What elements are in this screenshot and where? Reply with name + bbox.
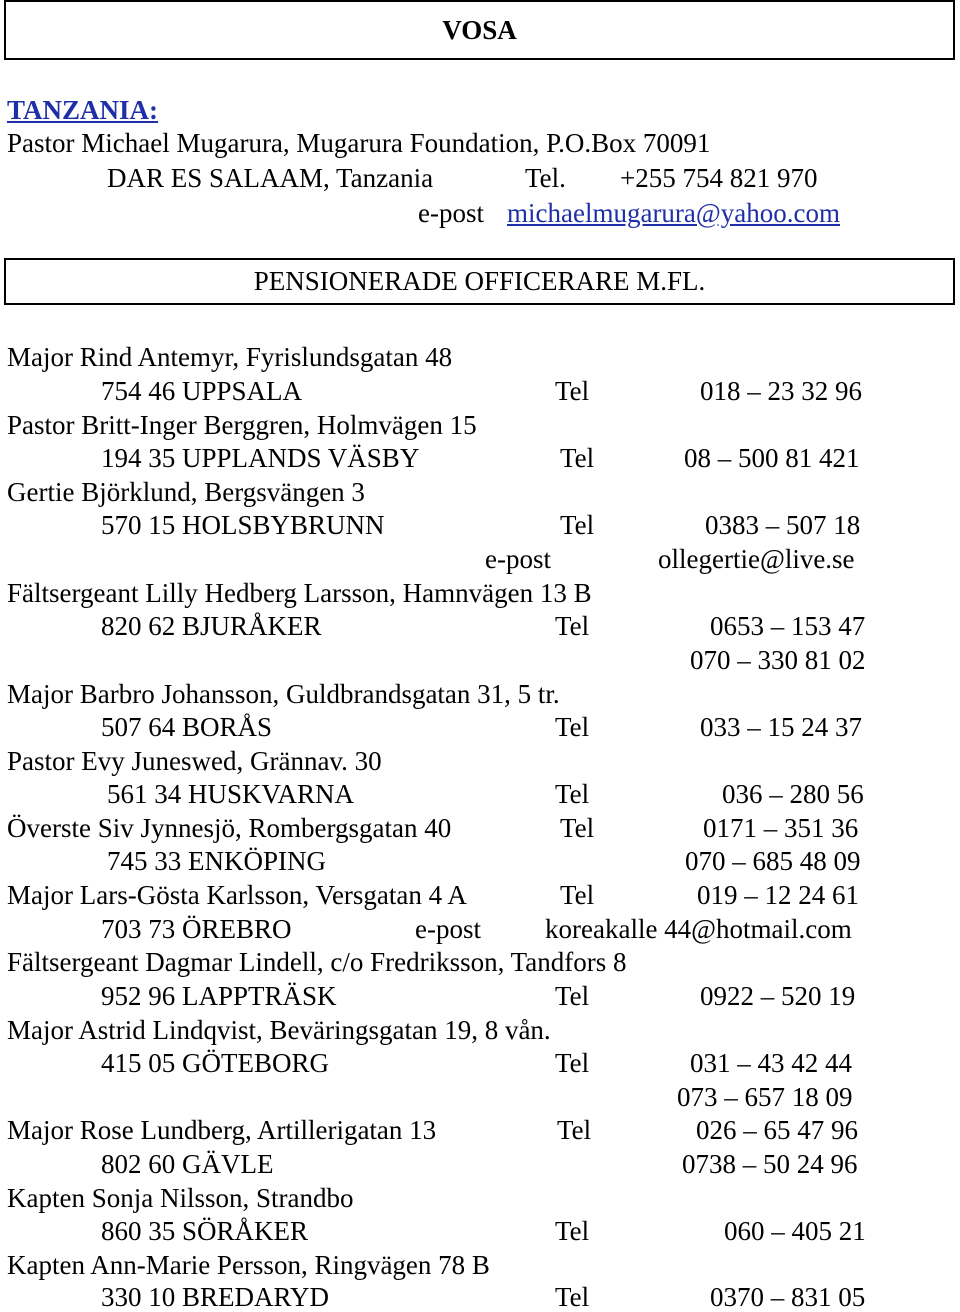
entry-name: Major Rose Lundberg, Artillerigatan 13 <box>7 1115 437 1145</box>
entry-name: Major Astrid Lindqvist, Beväringsgatan 19, 8 vån. <box>7 1015 551 1045</box>
section-title: PENSIONERADE OFFICERARE M.FL. <box>253 266 706 296</box>
entry-city: 802 60 GÄVLE <box>101 1149 274 1179</box>
entry-city: 860 35 SÖRÅKER <box>101 1216 309 1246</box>
entry-city: 745 33 ENKÖPING <box>107 846 326 876</box>
entry-city: 754 46 UPPSALA <box>101 376 303 406</box>
entry-email-label: e-post <box>485 544 551 574</box>
entry-tel: 018 – 23 32 96 <box>700 376 862 406</box>
entry-name: Gertie Björklund, Bergsvängen 3 <box>7 477 365 507</box>
tanzania-email-label: e-post <box>418 198 484 228</box>
entry-name: Kapten Sonja Nilsson, Strandbo <box>7 1183 354 1213</box>
entry-tel-label: Tel <box>555 712 590 742</box>
entry-tel-label: Tel <box>560 880 595 910</box>
entry-name: Major Barbro Johansson, Guldbrandsgatan 31, 5 tr. <box>7 679 560 709</box>
tanzania-city: DAR ES SALAAM, Tanzania <box>107 163 434 193</box>
entry-name: Major Rind Antemyr, Fyrislundsgatan 48 <box>7 342 453 372</box>
entry-tel: 0171 – 351 36 <box>703 813 859 843</box>
entry-name: Kapten Ann-Marie Persson, Ringvägen 78 B <box>7 1250 490 1280</box>
entry-city: 415 05 GÖTEBORG <box>101 1048 329 1078</box>
tanzania-tel-label: Tel. <box>525 163 566 193</box>
entry-tel: 026 – 65 47 96 <box>696 1115 858 1145</box>
entry-name: Pastor Britt-Inger Berggren, Holmvägen 15 <box>7 410 477 440</box>
tanzania-tel: +255 754 821 970 <box>620 163 818 193</box>
entry-city: 570 15 HOLSBYBRUNN <box>101 510 385 540</box>
entry-name: Pastor Evy Juneswed, Grännav. 30 <box>7 746 382 776</box>
entry-tel: 08 – 500 81 421 <box>684 443 860 473</box>
entry-tel-label: Tel <box>555 779 590 809</box>
entry-tel-label: Tel <box>555 1216 590 1246</box>
entry-email-label: e-post <box>415 914 481 944</box>
tanzania-email-link[interactable]: michaelmugarura@yahoo.com <box>507 198 840 228</box>
entry-tel: 019 – 12 24 61 <box>697 880 859 910</box>
entry-tel-label: Tel <box>555 1282 590 1312</box>
tanzania-contact-line: Pastor Michael Mugarura, Mugarura Foundation, P.O.Box 70091 <box>7 128 711 158</box>
entry-tel: 0922 – 520 19 <box>700 981 856 1011</box>
entry-city: 952 96 LAPPTRÄSK <box>101 981 337 1011</box>
tanzania-heading: TANZANIA: <box>7 95 159 125</box>
entry-city: 703 73 ÖREBRO <box>101 914 292 944</box>
entry-tel-secondary: 073 – 657 18 09 <box>677 1082 853 1112</box>
entry-tel: 031 – 43 42 44 <box>690 1048 852 1078</box>
entry-tel-label: Tel <box>555 611 590 641</box>
entry-tel-secondary: 070 – 330 81 02 <box>690 645 866 675</box>
entry-tel: 033 – 15 24 37 <box>700 712 862 742</box>
entry-email[interactable]: koreakalle 44@hotmail.com <box>545 914 852 944</box>
entry-tel-label: Tel <box>557 1115 592 1145</box>
entry-tel: 0653 – 153 47 <box>710 611 866 641</box>
entry-name: Major Lars-Gösta Karlsson, Versgatan 4 A <box>7 880 467 910</box>
entry-tel-label: Tel <box>560 510 595 540</box>
entry-city: 194 35 UPPLANDS VÄSBY <box>101 443 420 473</box>
entry-tel-label: Tel <box>555 981 590 1011</box>
entry-tel: 0383 – 507 18 <box>705 510 861 540</box>
entry-tel-label: Tel <box>560 813 595 843</box>
entry-tel-label: Tel <box>555 1048 590 1078</box>
entry-tel: 0370 – 831 05 <box>710 1282 866 1312</box>
entry-tel-secondary: 070 – 685 48 09 <box>685 846 861 876</box>
entry-name: Överste Siv Jynnesjö, Rombergsgatan 40 <box>7 813 452 843</box>
title-box <box>4 0 955 60</box>
entry-tel: 060 – 405 21 <box>724 1216 866 1246</box>
entry-city: 330 10 BREDARYD <box>101 1282 330 1312</box>
entry-tel: 036 – 280 56 <box>722 779 864 809</box>
entry-tel-label: Tel <box>560 443 595 473</box>
section-box <box>4 258 955 305</box>
entry-email[interactable]: ollegertie@live.se <box>658 544 855 574</box>
entry-city: 561 34 HUSKVARNA <box>107 779 355 809</box>
entry-tel-secondary: 0738 – 50 24 96 <box>682 1149 858 1179</box>
entry-tel-label: Tel <box>555 376 590 406</box>
page-title: VOSA <box>442 15 517 45</box>
entry-name: Fältsergeant Dagmar Lindell, c/o Fredriksson, Tandfors 8 <box>7 947 627 977</box>
entry-city: 507 64 BORÅS <box>101 712 273 742</box>
entry-name: Fältsergeant Lilly Hedberg Larsson, Hamnvägen 13 B <box>7 578 592 608</box>
entry-city: 820 62 BJURÅKER <box>101 611 322 641</box>
